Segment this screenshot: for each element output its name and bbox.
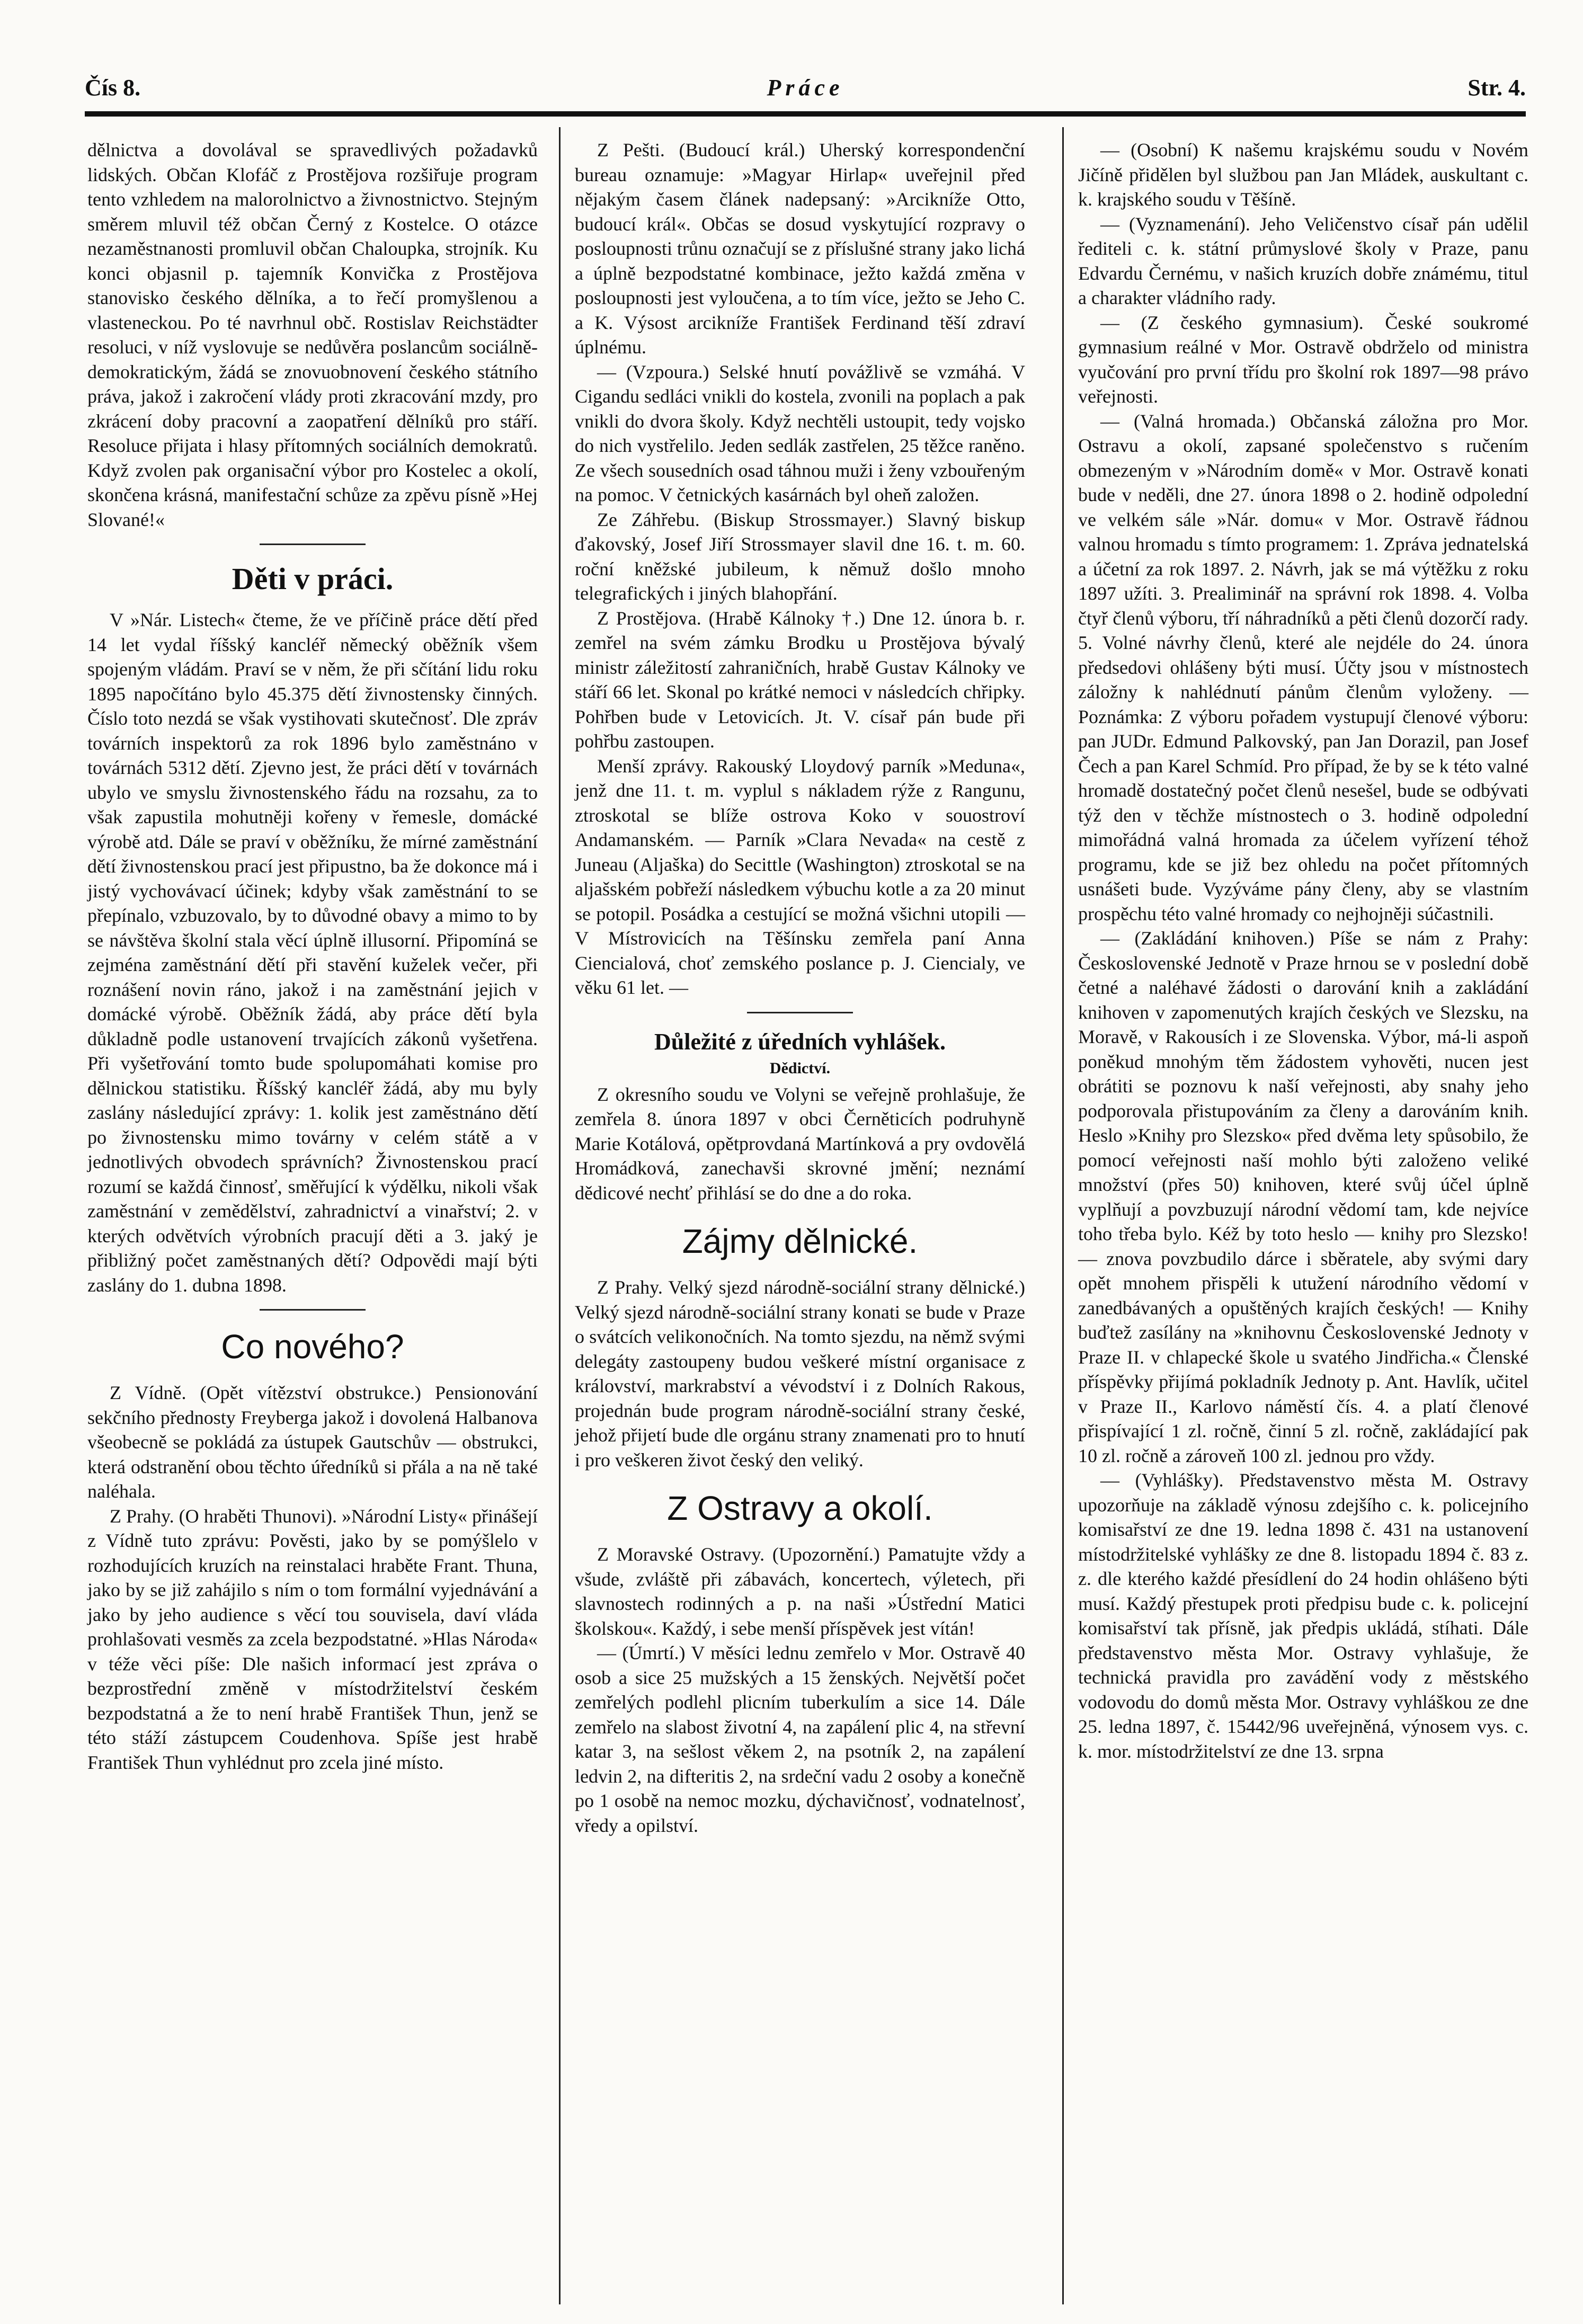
article-text: V »Nár. Listech« čteme, že ve příčině práce dětí před 14 let vydal říšský kancléř německý oběžník všem spojeným vládám. Praví se v něm, že při sčítání lidu roku 1895 napočítáno bylo 45.375 dětí živnostensky činných. Číslo toto nezdá se však vystihovati skutečnosť. Dle zpráv továrních inspektorů za rok 1896 bylo zaměstnáno v továrnách 5312 dětí. Zjevno jest, že práci dětí v továrnách ubylo ve smyslu živnostenského řádu na rozsahu, za to však zapustila mohutněji kořeny v řemesle, domácké výrobě atd. Dále se praví v oběžníku, že mírné zaměstnání dětí živnostenskou prací jest připustno, ba že dokonce má i jistý vychovávací účinek; kdyby však zaměstnání to se přepínalo, vzbuzovalo, by to důvodné obavy a mimo to by se návštěva školní stala věcí úplně illusorní. Připomíná se zejména zaměstnání dětí při stavění kuželek večer, při roznášení novin ráno, jakož i na zaměstnání jejich v domácké výrobě. Oběžník žádá, aby práce dětí byla důkladně podle ustanovení trvajících zákonů vyšetřena. Při vyšetřování tomto bude spolupomáhati komise pro dělnickou statistiku. Říšský kancléř žádá, aby mu byly zaslány následující zprávy: 1. kolik jest zaměstnáno dětí po živnostensku mimo továrny v celém státě a v jednotlivých obvodech správních? Živnostenskou prací rozumí se každá činnosť, směřující k výdělku, nikoli však zaměstnání v zemědělství, zahradnictví a vinařství; 2. v kterých odvětvích výrobních pracují děti a 3. jaký je přibližný počet zaměstnaných dětí? Odpovědi mají býti zaslány do 1. dubna 1898. [87,609,538,1296]
article-text: — (Valná hromada.) Občanská záložna pro Mor. Ostravu a okolí, zapsané společenstvo s ručením obmezeným v »Národním domě« v Mor. Ostravě konati bude v neděli, dne 27. února 1898 o 2. hodině odpolední ve velkém sále »Nár. domu« v Mor. Ostravě řádnou valnou hromadu s tímto programem: 1. Zpráva jednatelská a účetní za rok 1897. 2. Návrh, jak se má výtěžku z roku 1897 užíti. 3. Prealiminář na správní rok 1898. 4. Volba čtyř členů výboru, tří náhradníků a pěti členů dozorčí rady. 5. Volné návrhy členů, které ale nejdéle do 24. února předsedovi ohlášeny býti musí. Účty jsou v místnostech záložny k nahlédnutí pánům členům vyloženy. — Poznámka: Z výboru pořadem vystupují členové výboru: pan JUDr. Edmund Palkovský, pan Jan Dorazil, pan Josef Čech a pan Karel Schmíd. Pro případ, že by se k této valné hromadě dostatečný počet členů nesešel, bude se odbývati týž den v těchže místnostech o 3. hodině odpolední mimořádná valná hromada za účelem vyřízení téhož programu, kde se již bez ohledu na počet přítomných usnášeti bude. Vyzýváme pány členy, aby se vlastním prospěchu této valné hromady co nejhojněji súčastnili. [1078,410,1528,924]
article-text: Menší zprávy. Rakouský Lloydový parník »Meduna«, jenž dne 11. t. m. vyplul s nákladem rýže z Rangunu, ztroskotal se blíže ostrova Koko v souostroví Andamanském. — Parník »Clara Nevada« na cestě z Juneau (Aljaška) do Secittle (Washington) ztroskotal se na aljašském pobřeží následkem výbuchu kotle a za 20 minut se potopil. Posádka a cestující se možná všichni utopili — V Místrovicích na Těšínsku zemřela paní Anna Ciencialová, choť zemského poslance p. J. Ciencialy, ve věku 61 let. — [575,755,1025,998]
article-text: Z Prostějova. (Hrabě Kálnoky †.) Dne 12. února b. r. zemřel na svém zámku Brodku u Prostějova bývalý ministr záležitostí zahraničních, hrabě Gustav Kálnoky ve stáří 66 let. Skonal po krátké nemoci v následcích chřipky. Pohřben bude v Letovicích. Jt. V. císař pán bude při pohřbu zastoupen. [575,607,1025,752]
article-text: Z Pešti. (Budoucí král.) Uherský korrespondenční bureau oznamuje: »Magyar Hirlap« uveřejnil před nějakým časem článek nadepsaný: »Arcikníže Otto, budoucí král«. Občas se dosud vyskytující rozpravy o posloupnosti trůnu označují se z příslušné strany jako lichá a úplně bezpodstatné kombinace, ježto každá změna v posloupnosti jest vyloučena, a to tím více, ježto se Jeho C. a K. Výsost arcikníže František Ferdinand těší zdraví úplnému. [575,139,1025,358]
page-header [85,74,1526,111]
section-heading: Z Ostravy a okolí. [667,1489,933,1527]
article-text: — (Z českého gymnasium). České soukromé gymnasium reálné v Mor. Ostravě obdrželo od ministra vyučování pro první třídu pro školní rok 1897—98 právo veřejnosti. [1078,311,1528,407]
article-text: Z Prahy. Velký sjezd národně-sociální strany dělnické.) Velký sjezd národně-sociální strany konati se bude v Praze o svátcích velikonočních. Na tomto sjezdu, na němž svými delegáty zastoupeny budou veškeré místní organisace z království, markrabství a vévodství i z Dolních Rakous, projednán bude program národně-sociální strany české, jehož přijetí bude dle orgánu strany znamenati pro to hnutí i pro veškeren život český den veliký. [575,1277,1025,1471]
masthead-title: Práce [767,75,844,101]
column-3 [1078,138,1528,1764]
page-number: Str. 4. [1468,75,1526,101]
section-heading: Děti v práci. [232,562,394,596]
separator [747,1012,853,1013]
section-heading: Co nového? [221,1328,404,1366]
column-divider [559,127,561,2304]
article-text: — (Vzpoura.) Selské hnutí povážlivě se vzmáhá. V Cigandu sedláci vnikli do kostela, zvonili na poplach a pak vnikli do dvora školy. Když nechtěli ustoupit, tedy vojsko do nich vystřelilo. Jeden sedlák zastřelen, 25 těžce raněno. Ze všech sousedních osad táhnou muži i ženy vzbouřeným na pomoc. V četnických kasárnách byl oheň založen. [575,361,1025,505]
article-text: Z Vídně. (Opět vítězství obstrukce.) Pensionování sekčního přednosty Freyberga jakož i dovolená Halbanova všeobecně se pokládá za ústupek Gautschův — obstrukci, která odstranění obou těchto úředníků si přála a na ně také naléhala. [87,1382,538,1502]
header-rule [85,111,1526,117]
article-text: Z Prahy. (O hraběti Thunovi). »Národní Listy« přinášejí z Vídně tuto zprávu: Pověsti, jako by se pomýšlelo v rozhodujících kruzích na reinstalaci hraběte Frant. Thuna, jako by se již zahájilo s ním o tom formální vyjednávání a jako by jeho audience s věcí tou souvisela, daví vláda prohlašovati vesměs za zcela bezpodstatné. »Hlas Národa« v téže věci píše: Dle našich informací jest zpráva o bezprostřední změně v místodržitelství českém bezpodstatná a že to není hrabě František Thun, jenž se této stáží zástupcem Coudenhova. Spíše jest hrabě František Thun vyhlédnut pro zcela jiné místo. [87,1505,538,1773]
separator [260,544,366,545]
article-text: — (Zakládání knihoven.) Píše se nám z Prahy: Československé Jednotě v Praze hrnou se v poslední době četné a naléhavé žádosti o darování knih a zakládání knihoven v zapomenutých krajích českých ve Slezsku, na Moravě, v Rakousích i ze Slovenska. Výbor, má-li aspoň poněkud mnohým těm žádostem vyhověti, nucen jest obrátiti se poznovu k naší veřejnosti, aby snahy jeho podporovala přistupováním za členy a darováním knih. Heslo »Knihy pro Slezsko« před dvěma lety spůsobilo, že pomocí veřejnosti naší mohlo býti založeno veliké množství (přes 50) knihoven, které svůj účel úplně vyplňují a povzbuzují národní vědomí tam, kde nejvíce toho třeba bylo. Kéž by toto heslo — knihy pro Slezsko! — znova povzbudilo dárce i sběratele, aby svými dary opět mnohem přispěli k utužení národního vědomí v zanedbávaných a opuštěných krajích českých! — Knihy buďtež zasílány na »knihovnu Československé Jednoty v Praze II. v chlapecké škole u svatého Jindřicha.« Členské příspěvky přijímá pokladník Jednoty p. Ant. Havlík, učitel v Praze II., Karlovo náměstí čís. 4. a platí členové přispívající 1 zl. ročně, činní 5 zl. ročně, zakládající pak 10 zl. ročně a zároveň 100 zl. jednou pro vždy. [1078,928,1528,1466]
article-text: Z Moravské Ostravy. (Upozornění.) Pamatujte vždy a všude, zvláště při zábavách, koncertech, výletech, při slavnostech rodinných a p. na naši »Ústřední Matici školskou«. Každý, i sebe menší příspěvek jest vítán! [575,1544,1025,1639]
column-1 [87,138,538,1775]
article-text: — (Osobní) K našemu krajskému soudu v Novém Jičíně přidělen byl službou pan Jan Mládek, auskultant c. k. krajského soudu v Těšíně. [1078,139,1528,210]
subheading: Dědictví. [769,1059,831,1077]
article-text: — (Úmrtí.) V měsíci lednu zemřelo v Mor. Ostravě 40 osob a sice 25 mužských a 15 ženských. Největší počet zemřelých podlehl plicním tuberkulím a sice 14. Dále zemřelo na slabost životní 4, na zapálení plic 4, na střevní katar 3, na sešlost věkem 2, na psotník 2, na zapálení ledvin 2, na difteritis 2, na srdeční vadu 2 osoby a konečně po 1 osobě na nemoc mozku, dýchavičnosť, vodnatelnosť, vředy a opilství. [575,1642,1025,1836]
issue-number: Čís 8. [85,75,141,101]
article-text: Z okresního soudu ve Volyni se veřejně prohlašuje, že zemřela 8. února 1897 v obci Černěticích podruhyně Marie Kotálová, opětprovdaná Martínková a pry ovdovělá Hromádková, zanechavši skrovné jmění; neznámí dědicové nechť přihlásí se do dne a do roka. [575,1083,1025,1204]
section-heading: Zájmy dělnické. [682,1222,918,1260]
column-2 [575,138,1025,1838]
column-divider [1062,127,1064,2304]
article-text: Ze Záhřebu. (Biskup Strossmayer.) Slavný biskup ďakovský, Josef Jiří Strossmayer slavil dne 16. t. m. 60. roční kněžské jubileum, k němuž došlo mnoho telegrafických i jiných blahopřání. [575,509,1025,604]
section-heading: Důležité z úředních vyhlášek. [654,1028,946,1055]
article-text: — (Vyhlášky). Představenstvo města M. Ostravy upozorňuje na základě výnosu zdejšího c. k. policejního komisařství ze dne 19. ledna 1898 č. 431 na ustanovení místodržitelské vyhlášky ze dne 8. listopadu 1894 č. 83 z. z. dle kterého každé přesídlení do 24 hodin ohlášeno býti musí. Každý přestupek proti předpisu bude c. k. policejní komisařství tak přísně, jak předpis ukládá, stíhati. Dále představenstvo města Mor. Ostravy vyhlašuje, že technická pravidla pro zavádění vody z městského vodovodu do domů města Mor. Ostravy vyhláškou ze dne 25. ledna 1897, č. 15442/96 uveřejněná, výnosem vys. c. k. mor. místodržitelství ze dne 13. srpna [1078,1470,1528,1762]
separator [260,1309,366,1311]
article-text: — (Vyznamenání). Jeho Veličenstvo císař pán udělil řediteli c. k. státní průmyslové školy v Praze, panu Edvardu Černému, v našich kruzích dobře známému, titul a charakter vládního rady. [1078,213,1528,308]
article-text: dělnictva a dovolával se spravedlivých požadavků lidských. Občan Klofáč z Prostějova rozšiřuje program tento vzhledem na malorolnictvo a živnostnictvo. Stejným směrem mluvil též občan Černý z Kostelce. O otázce nezaměstnanosti promluvil občan Chaloupka, strojník. Ku konci objasnil p. tajemník Konvička z Prostějova stanovisko českého dělníka, a to řečí promyšlenou a vlasteneckou. Po té navrhnul obč. Rostislav Reichstädter resoluci, v níž vyslovuje se nedůvěra poslancům sociálně-demokratickým, žádá se znovuobnovení českého státního práva, jakož i zakročení vlády proti zkracování mzdy, pro zkrácení doby pracovní a zaopatření dělníků pro stáří. Resoluce přijata i hlasy přítomných sociálních demokratů. Když zvolen pak organisační výbor pro Kostelec a okolí, skončena krásná, manifestační schůze za zpěvu písně »Hej Slované!« [87,139,538,530]
